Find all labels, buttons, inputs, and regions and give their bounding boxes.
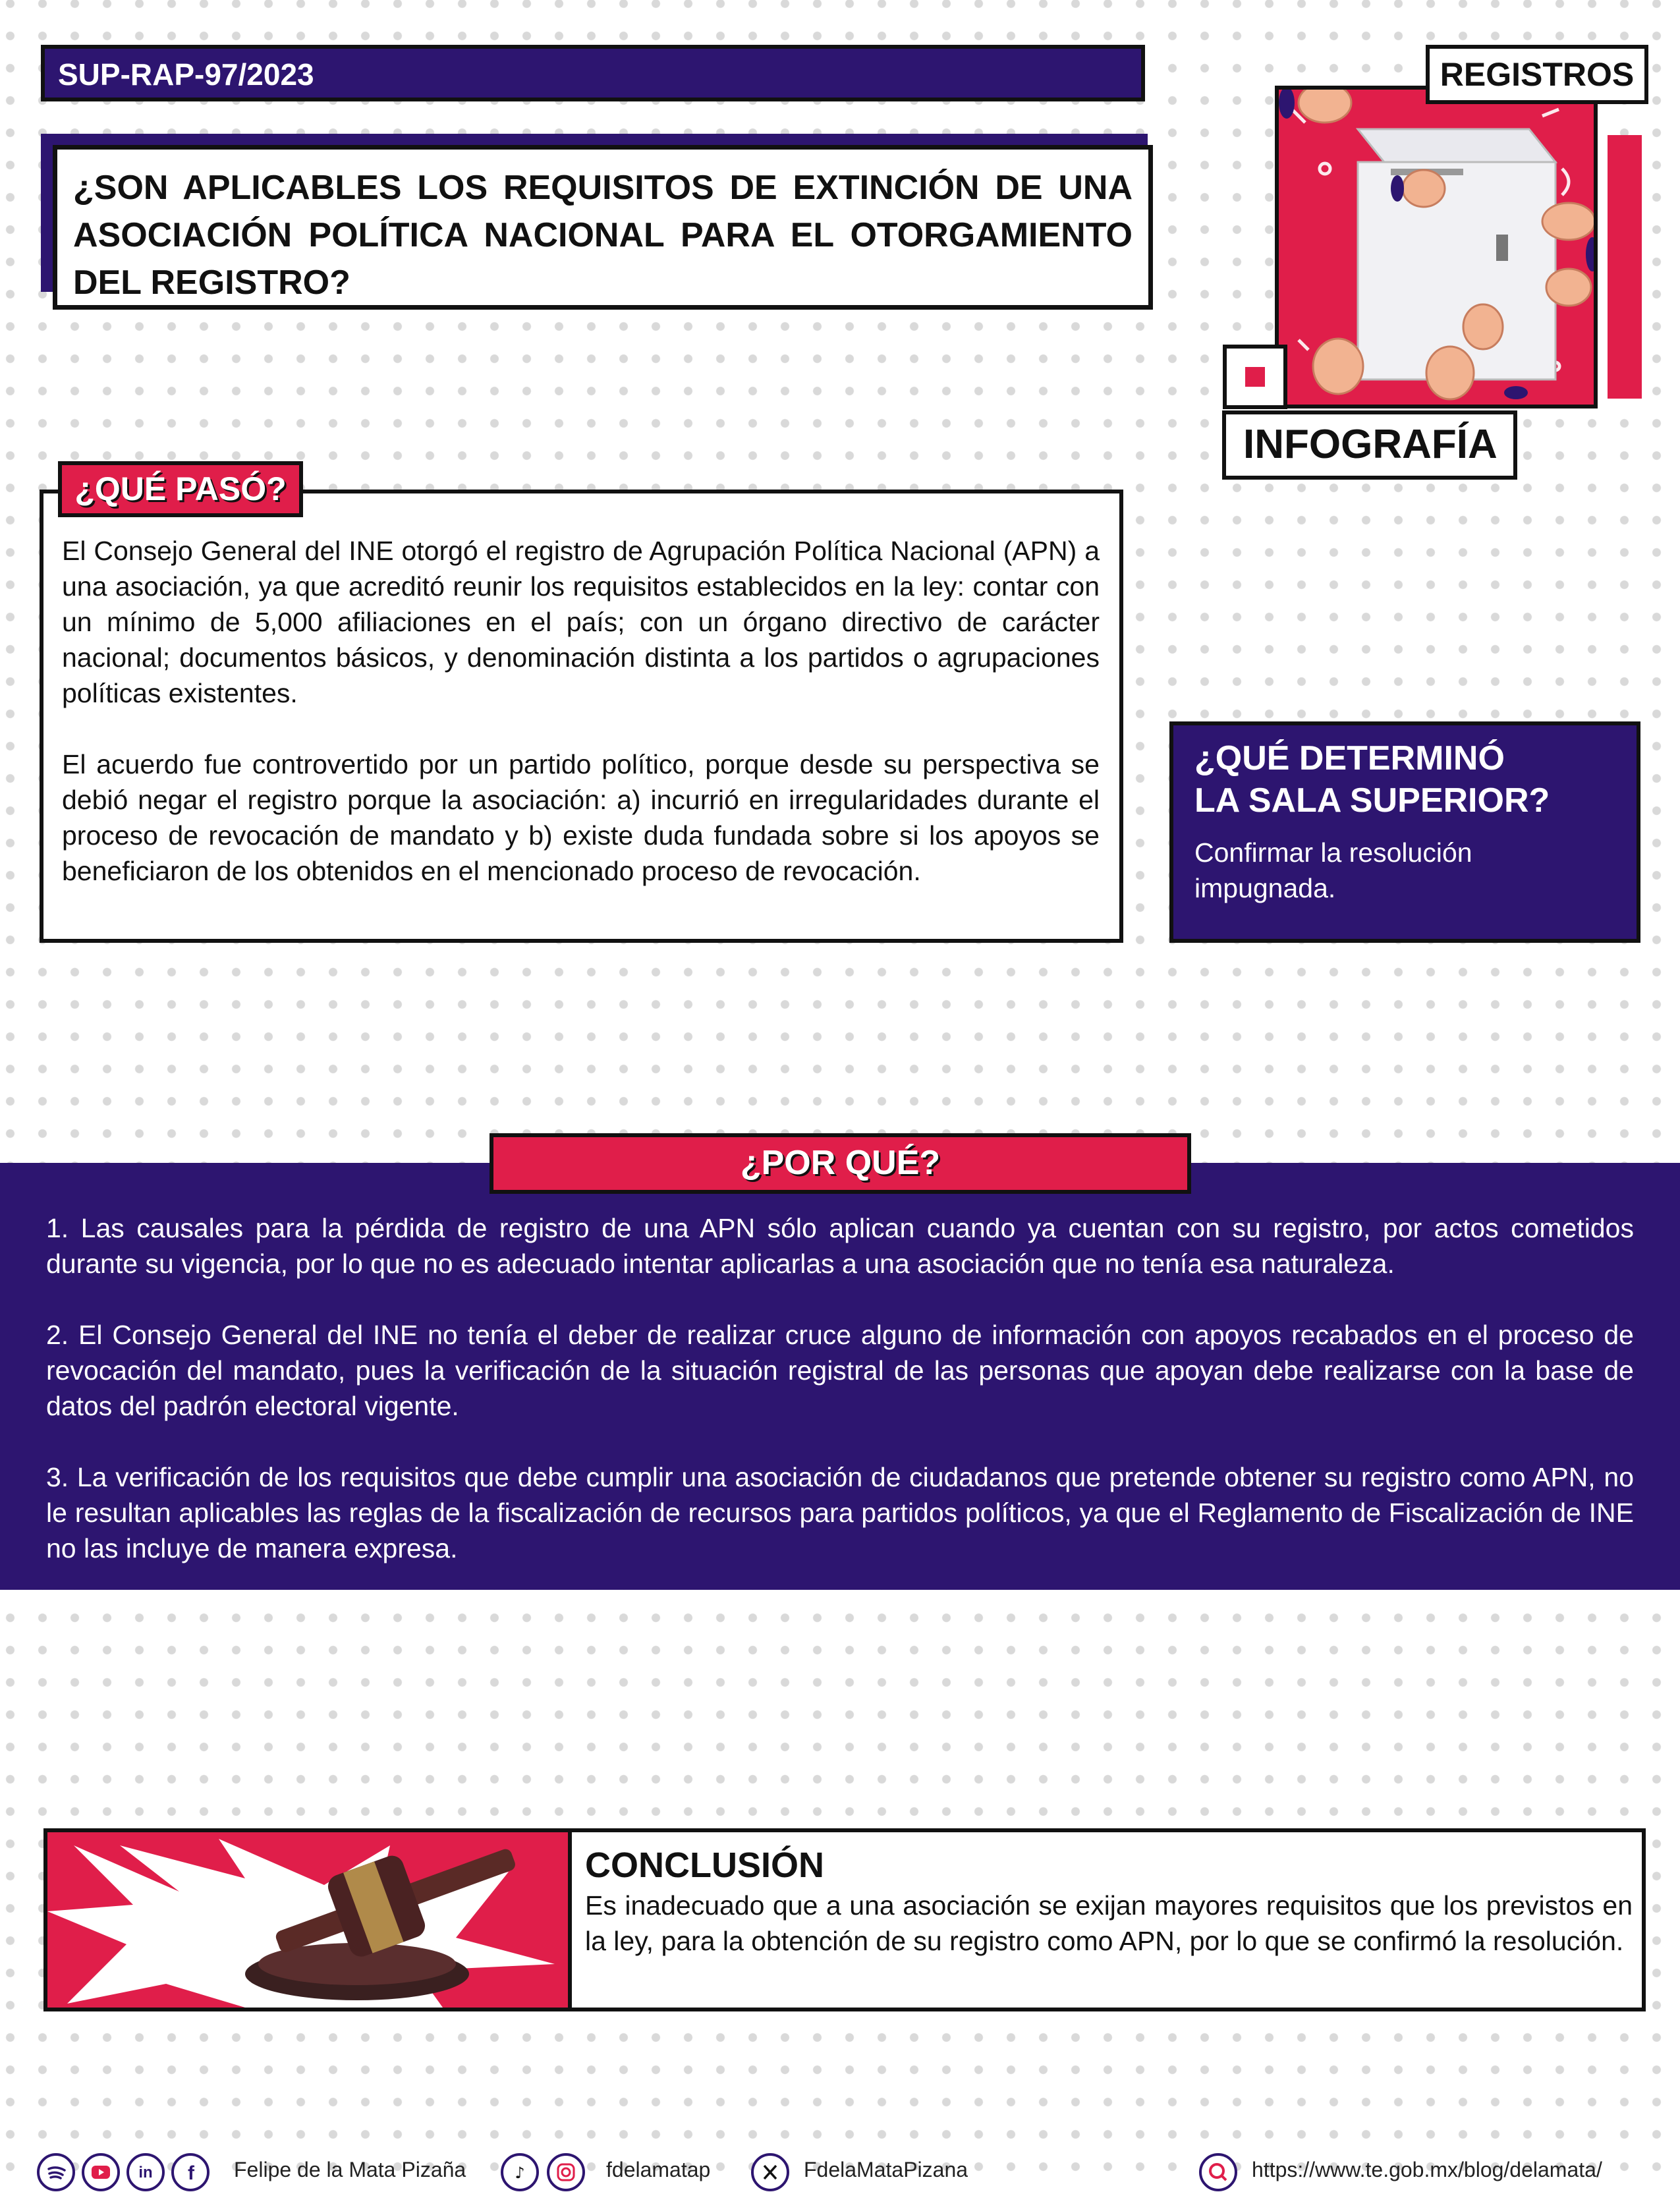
que-paso-paragraph: El Consejo General del INE otorgó el registro de Agrupación Política Nacional (APN) a una asociación, ya que acreditó reunir los requisitos establecidos en la ley: contar con un mínimo de 5,000 afiliaciones en el país; con un órgano directivo de carácter nacional; documentos básicos, y denominación distinta a los partidos o agrupaciones políticas existentes. [62,536,1100,708]
decorative-square [1223,345,1287,409]
svg-text:♪: ♪ [515,2164,525,2182]
title-box [53,145,1153,310]
conclusion-text-area [585,1844,1633,1959]
category-label [1426,45,1648,104]
decorative-square-inner [1245,367,1265,387]
footer-x-handle: FdelaMataPizana [804,2158,968,2181]
por-que-item: 3. La verificación de los requisitos que debe cumplir una asociación de ciudadanos que pretende obtener su registro como APN, no le resultan aplicables las reglas de la fiscalización de recursos para partidos políticos, ya que el Reglamento de Fiscalización de INE no las incluye de manera expresa. [46,1462,1634,1563]
que-paso-label-text: ¿QUÉ PASÓ? [74,470,287,507]
conclusion-text: Es inadecuado que a una asociación se exijan mayores requisitos que los previstos en la ley, para la obtención de su registro como APN, por lo que se confirmó la resolución. [585,1890,1633,1956]
decorative-strip [1608,135,1642,399]
gavel-illustration [47,1832,572,2008]
type-label [1222,410,1517,480]
por-que-item: 2. El Consejo General del INE no tenía el deber de realizar cruce alguno de información con apoyos recabados en el proceso de revocación del mandato, pues la verificación de la situación registral de las personas que apoyan debe realizarse con la base de datos del padrón electoral vigente. [46,1320,1634,1421]
conclusion-title: CONCLUSIÓN [585,1845,824,1885]
conclusion-box [43,1828,1646,2011]
page-title: ¿SON APLICABLES LOS REQUISITOS DE EXTINCIÓN DE UNA ASOCIACIÓN POLÍTICA NACIONAL PARA EL OTORGAMIENTO DEL REGISTRO? [73,169,1133,302]
linkedin-icon[interactable] [126,2153,165,2191]
spotify-icon[interactable] [37,2153,75,2191]
gavel-image [47,1832,564,2008]
youtube-icon[interactable] [82,2153,120,2191]
type-label-text: INFOGRAFÍA [1243,422,1498,467]
svg-text:in: in [138,2164,153,2181]
por-que-item: 1. Las causales para la pérdida de registro de una APN sólo aplican cuando ya cuentan con su registro, por actos cometidos durante su vigencia, por lo que no es adecuado intentar aplicarlas a una asociación que no tenía esa naturaleza. [46,1213,1634,1279]
determino-box [1169,721,1640,943]
determino-title-line: ¿QUÉ DETERMINÓ [1194,739,1505,777]
footer-name: Felipe de la Mata Pizaña [234,2158,466,2181]
case-number-bar [41,45,1145,101]
por-que-label [490,1133,1191,1194]
x-icon[interactable] [751,2153,789,2191]
que-paso-paragraph: El acuerdo fue controvertido por un partido político, porque desde su perspectiva se debió negar el registro porque la asociación: a) incurrió en irregularidades durante el proceso de revocación de mandato y b) existe duda fundada sobre si los apoyos se beneficiaron de los obtenidos en el mencionado proceso de revocación. [62,749,1100,886]
determino-text: Confirmar la resolución impugnada. [1194,837,1472,903]
ballot-box-illustration [1275,86,1598,408]
facebook-icon[interactable] [171,2153,210,2191]
que-paso-label [58,461,303,517]
que-paso-box [40,490,1123,943]
tiktok-icon[interactable] [501,2153,539,2191]
determino-title [1194,737,1615,822]
por-que-band [0,1163,1680,1590]
ballot-box-thumbs-image [1279,90,1594,405]
instagram-icon[interactable] [547,2153,585,2191]
case-number: SUP-RAP-97/2023 [58,57,314,92]
footer-url[interactable]: https://www.te.gob.mx/blog/delamata/ [1252,2158,1602,2181]
por-que-label-text: ¿POR QUÉ? [740,1144,941,1182]
category-label-text: REGISTROS [1440,56,1635,93]
footer-handle: fdelamatap [606,2158,711,2181]
web-search-icon[interactable] [1199,2153,1237,2191]
determino-title-line: LA SALA SUPERIOR? [1194,781,1550,820]
svg-text:f: f [188,2162,194,2184]
